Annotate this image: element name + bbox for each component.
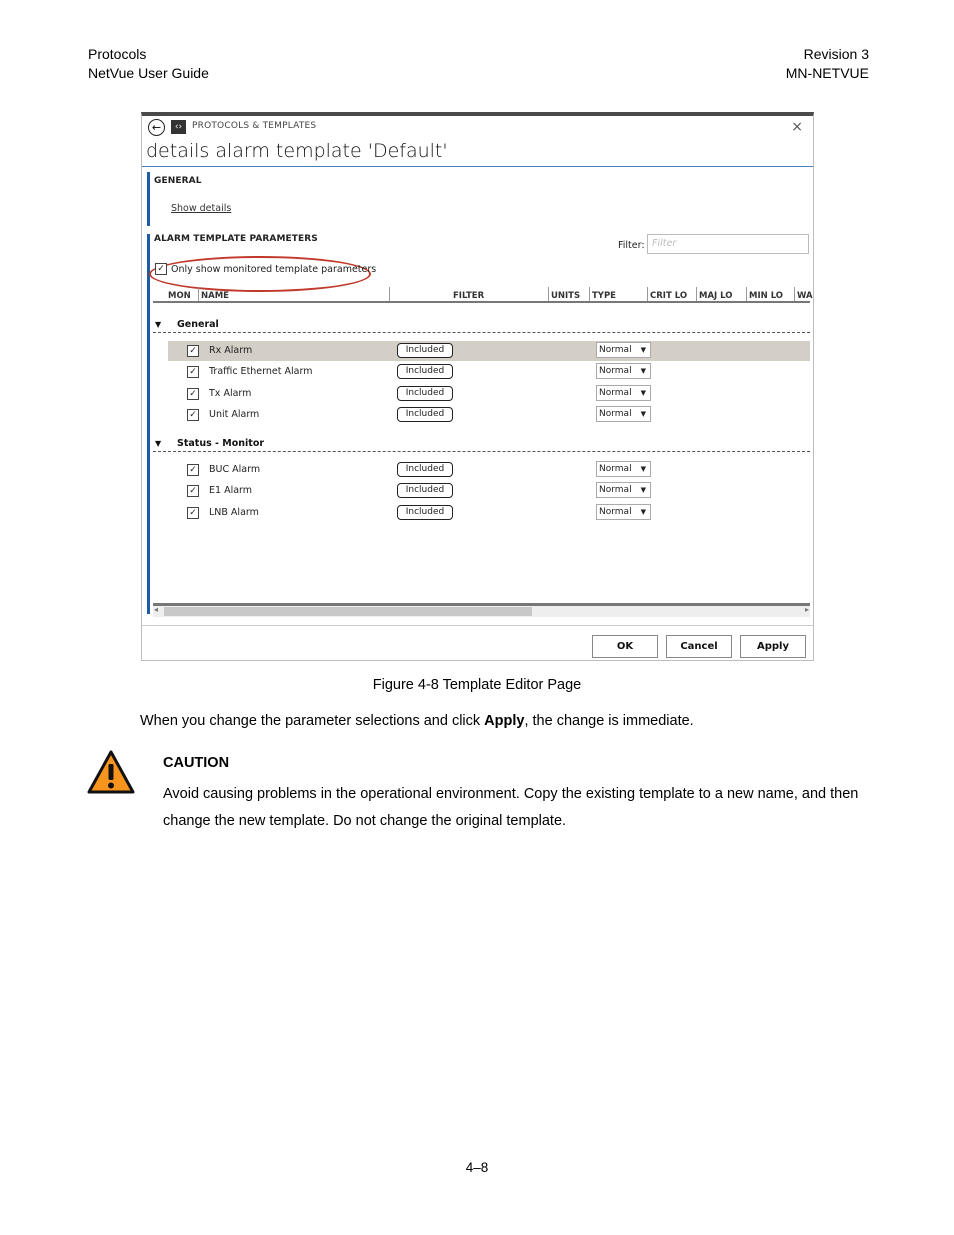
- table-row[interactable]: [168, 460, 810, 480]
- chevron-down-icon: ▼: [640, 367, 646, 375]
- chevron-down-icon: ▼: [640, 486, 646, 494]
- type-value: Normal: [599, 345, 632, 355]
- header-section: Protocols: [88, 46, 147, 62]
- chevron-down-icon: ▼: [640, 346, 646, 354]
- general-accent-bar: [147, 172, 150, 226]
- filter-toggle[interactable]: Included: [397, 407, 453, 422]
- col-separator: [696, 287, 697, 301]
- type-value: Normal: [599, 409, 632, 419]
- body-paragraph: [140, 713, 694, 729]
- only-monitored-checkbox[interactable]: ✓: [155, 263, 167, 275]
- type-select[interactable]: [596, 504, 651, 520]
- col-separator: [647, 287, 648, 301]
- row-name: Rx Alarm: [209, 345, 253, 356]
- back-arrow-icon[interactable]: ←: [148, 119, 165, 136]
- group-title-general[interactable]: General: [177, 319, 219, 330]
- row-monitor-checkbox[interactable]: ✓: [187, 507, 199, 519]
- header-right: [786, 45, 869, 83]
- paragraph-text-end: , the change is immediate.: [524, 713, 694, 729]
- scrollbar-thumb[interactable]: [164, 607, 532, 616]
- table-row[interactable]: [168, 481, 810, 501]
- type-select[interactable]: [596, 482, 651, 498]
- col-separator: [589, 287, 590, 301]
- ok-button[interactable]: OK: [592, 635, 658, 658]
- filter-toggle[interactable]: Included: [397, 343, 453, 358]
- header-rule: [153, 301, 810, 303]
- filter-toggle[interactable]: Included: [397, 386, 453, 401]
- row-monitor-checkbox[interactable]: ✓: [187, 388, 199, 400]
- row-name: E1 Alarm: [209, 485, 253, 496]
- template-editor-window: [141, 112, 814, 661]
- scroll-left-icon[interactable]: ◂: [154, 605, 159, 614]
- show-details-link[interactable]: Show details: [171, 203, 232, 214]
- breadcrumb[interactable]: PROTOCOLS & TEMPLATES: [192, 121, 317, 131]
- header-doc-title: NetVue User Guide: [88, 65, 209, 81]
- row-monitor-checkbox[interactable]: ✓: [187, 485, 199, 497]
- row-monitor-checkbox[interactable]: ✓: [187, 409, 199, 421]
- figure-caption: Figure 4-8 Template Editor Page: [372, 677, 582, 693]
- scroll-right-icon[interactable]: ▸: [804, 605, 809, 614]
- col-separator: [548, 287, 549, 301]
- chevron-down-icon: ▼: [640, 410, 646, 418]
- col-header-wa[interactable]: WA: [797, 291, 813, 301]
- page-number: 4–8: [465, 1160, 489, 1175]
- type-value: Normal: [599, 507, 632, 517]
- row-monitor-checkbox[interactable]: ✓: [187, 366, 199, 378]
- row-name: Traffic Ethernet Alarm: [209, 366, 313, 377]
- table-row[interactable]: [168, 384, 810, 404]
- type-select[interactable]: [596, 342, 651, 358]
- row-monitor-checkbox[interactable]: ✓: [187, 464, 199, 476]
- type-select[interactable]: [596, 385, 651, 401]
- row-name: Unit Alarm: [209, 409, 260, 420]
- filter-toggle[interactable]: Included: [397, 505, 453, 520]
- paragraph-text: When you change the parameter selections and click: [140, 713, 485, 729]
- col-header-units[interactable]: UNITS: [551, 291, 581, 301]
- col-header-maj-lo[interactable]: MAJ LO: [699, 291, 733, 301]
- table-row[interactable]: [168, 362, 810, 382]
- row-monitor-checkbox[interactable]: ✓: [187, 345, 199, 357]
- col-header-type[interactable]: TYPE: [592, 291, 616, 301]
- chevron-down-icon: ▼: [640, 389, 646, 397]
- caution-title: CAUTION: [163, 755, 230, 771]
- page-title: details alarm template 'Default': [146, 140, 448, 162]
- cancel-button[interactable]: Cancel: [666, 635, 732, 658]
- paragraph-bold: Apply: [484, 713, 525, 729]
- filter-toggle[interactable]: Included: [397, 462, 453, 477]
- caution-body: Avoid causing problems in the operational environment. Copy the existing template to a new name, and then change the new template. Do not change the original template.: [163, 786, 859, 829]
- type-select[interactable]: [596, 363, 651, 379]
- header-doc-id: MN-NETVUE: [785, 65, 869, 81]
- params-section-title: ALARM TEMPLATE PARAMETERS: [154, 234, 318, 244]
- filter-toggle[interactable]: Included: [397, 364, 453, 379]
- params-accent-bar: [147, 234, 150, 614]
- filter-input[interactable]: Filter: [647, 234, 809, 254]
- filter-toggle[interactable]: Included: [397, 483, 453, 498]
- warning-triangle-icon: [86, 749, 136, 795]
- header-revision: Revision 3: [803, 46, 869, 62]
- type-value: Normal: [599, 464, 632, 474]
- group-title-status-monitor[interactable]: Status - Monitor: [177, 438, 265, 449]
- row-name: BUC Alarm: [209, 464, 261, 475]
- row-name: LNB Alarm: [209, 507, 259, 518]
- only-monitored-label: Only show monitored template parameters: [171, 264, 377, 275]
- chevron-down-icon: ▼: [640, 465, 646, 473]
- col-header-name[interactable]: NAME: [201, 291, 229, 301]
- col-separator: [198, 287, 199, 301]
- window-header: [142, 116, 813, 167]
- type-value: Normal: [599, 485, 632, 495]
- group-divider: [153, 451, 810, 452]
- col-separator: [746, 287, 747, 301]
- table-row[interactable]: [168, 503, 810, 523]
- code-nav-icon[interactable]: ‹›: [171, 120, 186, 134]
- general-section-title: GENERAL: [154, 176, 202, 186]
- row-name: Tx Alarm: [209, 388, 252, 399]
- collapse-arrow-icon[interactable]: ▼: [155, 439, 162, 448]
- dialog-footer: [142, 625, 813, 662]
- apply-button[interactable]: Apply: [740, 635, 806, 658]
- col-header-filter[interactable]: FILTER: [453, 291, 485, 301]
- col-separator: [389, 287, 390, 301]
- type-value: Normal: [599, 388, 632, 398]
- table-row[interactable]: [168, 405, 810, 425]
- col-header-mon[interactable]: MON: [168, 291, 191, 301]
- col-header-min-lo[interactable]: MIN LO: [749, 291, 784, 301]
- table-row[interactable]: [168, 341, 810, 361]
- col-separator: [794, 287, 795, 301]
- group-divider: [153, 332, 810, 333]
- header-left: [88, 45, 209, 83]
- close-icon[interactable]: ×: [791, 119, 803, 135]
- filter-label: Filter:: [618, 240, 645, 251]
- type-select[interactable]: [596, 461, 651, 477]
- horizontal-scrollbar[interactable]: [153, 603, 810, 617]
- type-select[interactable]: [596, 406, 651, 422]
- chevron-down-icon: ▼: [640, 508, 646, 516]
- collapse-arrow-icon[interactable]: ▼: [155, 320, 162, 329]
- col-header-crit-lo[interactable]: CRIT LO: [650, 291, 688, 301]
- type-value: Normal: [599, 366, 632, 376]
